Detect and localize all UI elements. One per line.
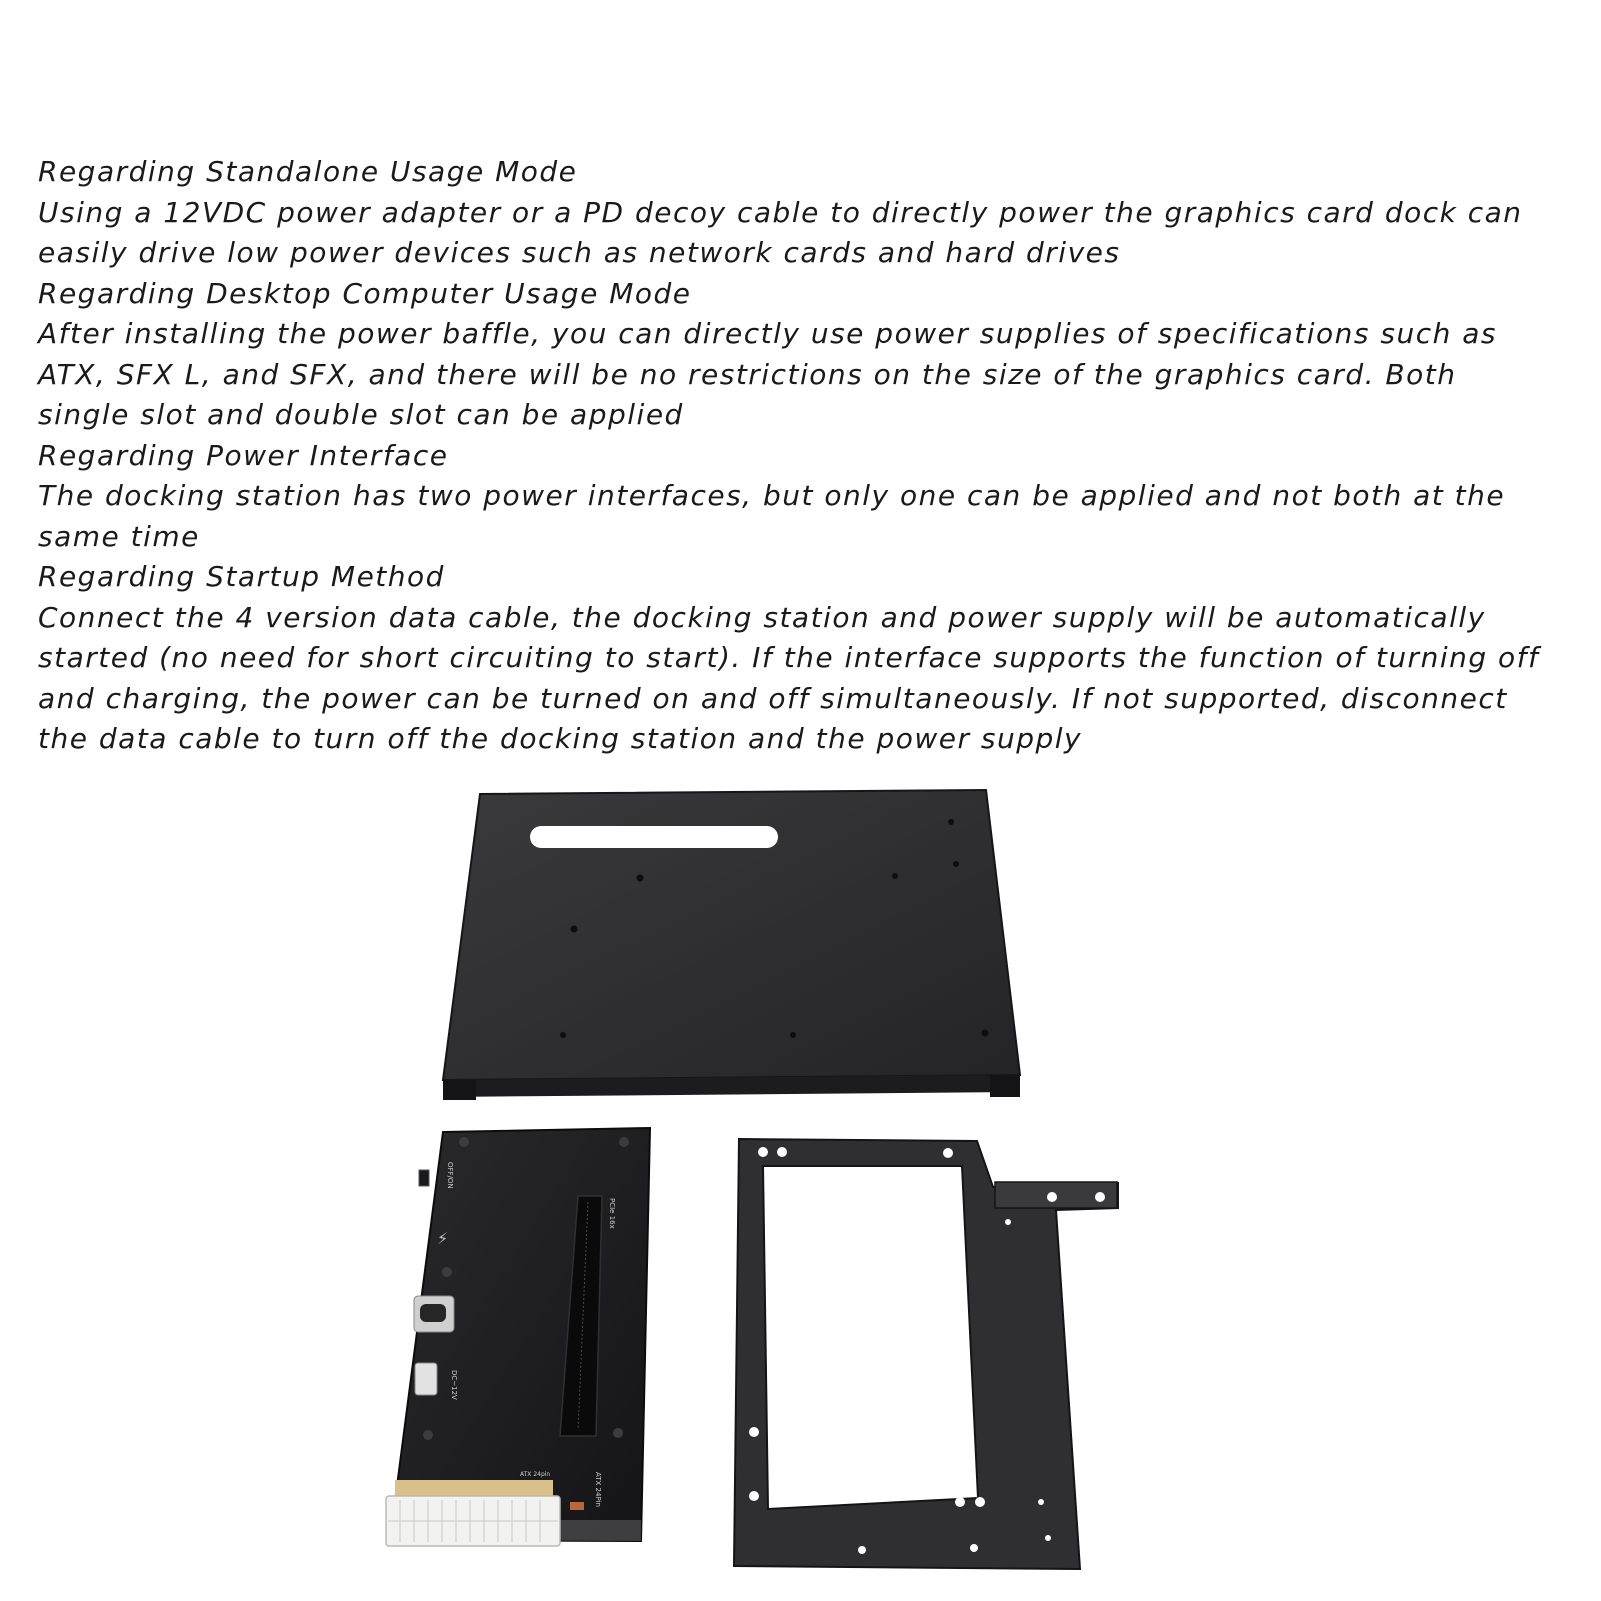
thunderbolt-icon: ⚡ bbox=[437, 1229, 449, 1248]
section-line: The docking station has two power interfaces, but only one can be applied and not both at the bbox=[38, 479, 1506, 512]
power-baffle bbox=[734, 1139, 1118, 1569]
section-line: Connect the 4 version data cable, the docking station and power supply will be automatically bbox=[38, 600, 1486, 634]
section-line: After installing the power baffle, you can directly use power supplies of specifications such as bbox=[38, 317, 1497, 350]
section-heading: Regarding Power Interface bbox=[38, 438, 449, 472]
slot-label: PCIe 16x bbox=[608, 1198, 616, 1229]
atx-bottom-label: ATX 24pin bbox=[520, 1471, 551, 1478]
atx-side-label: ATX 24Pin bbox=[594, 1472, 602, 1507]
switch-label: OFF/ON bbox=[446, 1162, 454, 1189]
section-line: ATX, SFX L, and SFX, and there will be no restrictions on the size of the graphics card. Both bbox=[38, 357, 1457, 391]
section-line: and charging, the power can be turned on and off simultaneously. If not supported, disconnect bbox=[38, 681, 1508, 715]
section-line: single slot and double slot can be applied bbox=[38, 398, 684, 431]
base-plate bbox=[443, 790, 1020, 1100]
section-line: the data cable to turn off the docking station and the power supply bbox=[38, 722, 1083, 755]
dc-jack bbox=[415, 1363, 437, 1395]
dc-label: DC~12V bbox=[450, 1370, 458, 1400]
section-line: started (no need for short circuiting to start). If the interface supports the function of turning off bbox=[38, 641, 1540, 674]
status-led bbox=[570, 1502, 584, 1510]
section-line: Using a 12VDC power adapter or a PD decoy cable to directly power the graphics card dock can bbox=[38, 195, 1523, 229]
section-heading: Regarding Startup Method bbox=[38, 560, 445, 593]
section-line: easily drive low power devices such as network cards and hard drives bbox=[38, 236, 1121, 269]
atx-connector bbox=[386, 1480, 560, 1546]
slot-cutout bbox=[530, 826, 778, 848]
power-switch bbox=[419, 1170, 429, 1186]
section-heading: Regarding Desktop Computer Usage Mode bbox=[38, 276, 692, 310]
gpu-dock bbox=[386, 1128, 650, 1546]
section-line: same time bbox=[38, 519, 200, 553]
section-heading: Regarding Standalone Usage Mode bbox=[38, 155, 578, 188]
